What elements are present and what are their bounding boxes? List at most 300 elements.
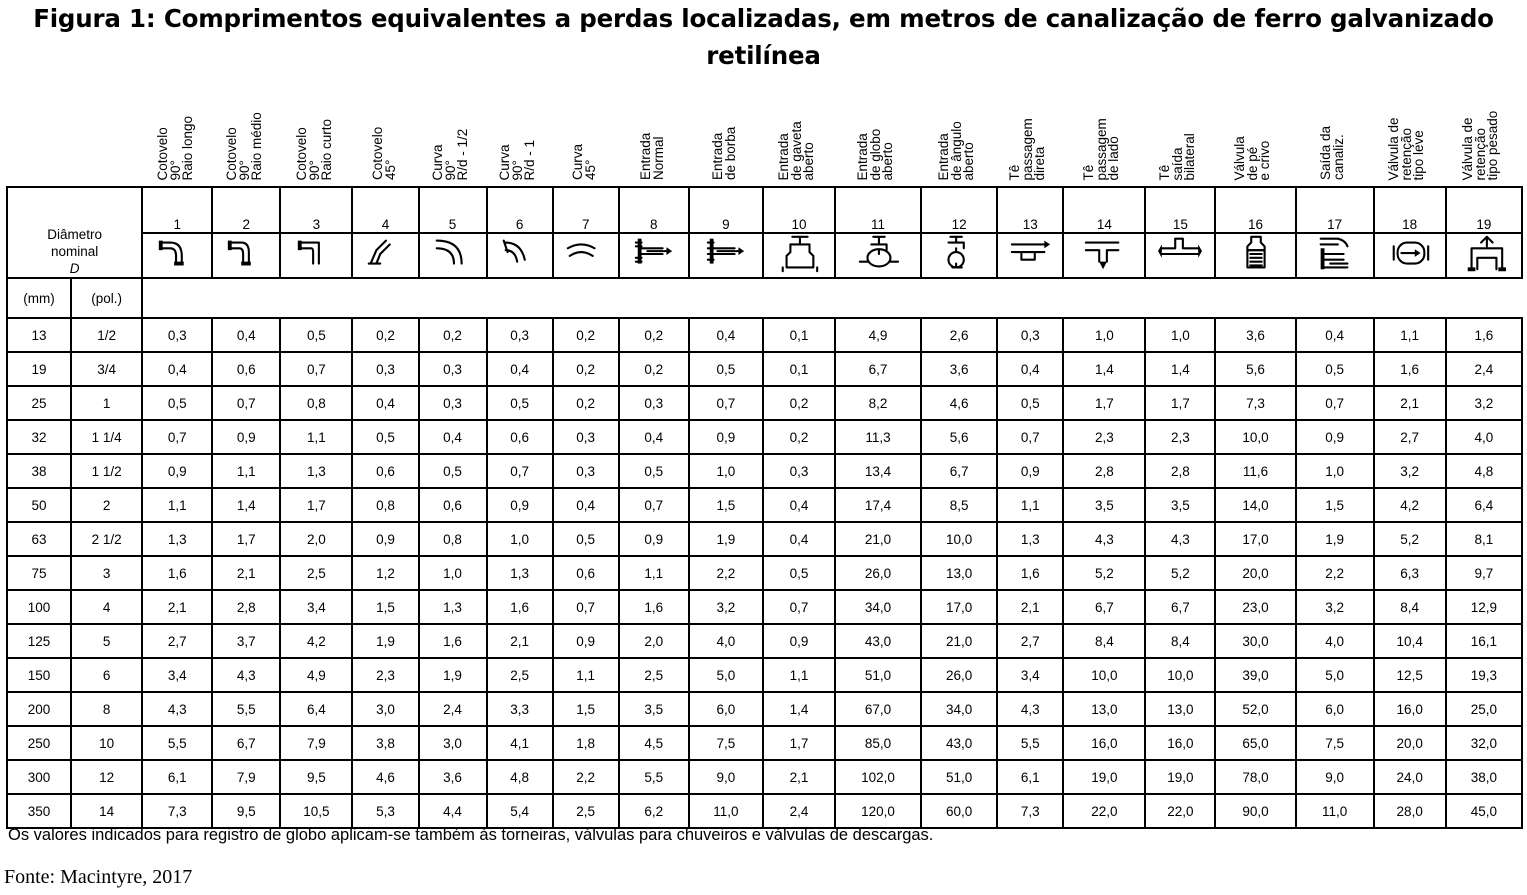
column-label-line: Raio curto — [319, 118, 335, 180]
column-label-11 — [833, 84, 919, 184]
value-cell: 11,0 — [1296, 794, 1374, 828]
value-cell: 1,6 — [619, 590, 689, 624]
value-cell: 5,3 — [352, 794, 418, 828]
value-cell: 1,4 — [212, 488, 280, 522]
column-label-line: Tê — [1157, 164, 1173, 180]
value-cell: 32,0 — [1446, 726, 1522, 760]
value-cell: 8,2 — [835, 386, 921, 420]
value-cell: 0,3 — [419, 386, 487, 420]
value-cell: 2,8 — [212, 590, 280, 624]
column-label-line: de globo — [867, 128, 883, 180]
value-cell: 0,9 — [1296, 420, 1374, 454]
value-cell: 0,9 — [997, 454, 1063, 488]
long-radius-elbow-icon — [155, 234, 199, 277]
value-cell: 13,0 — [1145, 692, 1215, 726]
value-cell: 9,5 — [212, 794, 280, 828]
value-cell: 1,1 — [280, 420, 352, 454]
value-cell: 2,5 — [280, 556, 352, 590]
column-label-line: Cotovelo — [369, 126, 385, 180]
value-cell: 1,4 — [763, 692, 835, 726]
value-cell: 5,6 — [1215, 352, 1295, 386]
value-cell: 0,7 — [487, 454, 553, 488]
column-label-12 — [919, 84, 995, 184]
value-cell: 51,0 — [921, 760, 997, 794]
value-cell: 120,0 — [835, 794, 921, 828]
diameter-pol-cell: 4 — [71, 590, 142, 624]
value-cell: 4,9 — [280, 658, 352, 692]
value-cell: 0,5 — [280, 318, 352, 352]
value-cell: 1,5 — [689, 488, 763, 522]
value-cell: 9,0 — [1296, 760, 1374, 794]
fitting-number-row — [7, 187, 1522, 233]
diameter-pol-cell: 12 — [71, 760, 142, 794]
value-cell: 8,5 — [921, 488, 997, 522]
value-cell: 38,0 — [1446, 760, 1522, 794]
column-label-line: tipo pesado — [1485, 110, 1501, 180]
table-row — [7, 352, 1522, 386]
fitting-number-7: 7 — [553, 187, 619, 233]
value-cell: 1,5 — [553, 692, 619, 726]
diameter-pol-cell: 10 — [71, 726, 142, 760]
value-cell: 0,4 — [352, 386, 418, 420]
value-cell: 45,0 — [1446, 794, 1522, 828]
value-cell: 2,7 — [142, 624, 212, 658]
value-cell: 0,2 — [763, 420, 835, 454]
column-label-line: retenção — [1398, 127, 1414, 180]
fitting-number-15: 15 — [1145, 187, 1215, 233]
value-cell: 6,7 — [921, 454, 997, 488]
value-cell: 0,9 — [619, 522, 689, 556]
value-cell: 3,5 — [1063, 488, 1145, 522]
column-label-line: aberto — [801, 141, 817, 180]
column-label-line: retenção — [1472, 127, 1488, 180]
value-cell: 1,6 — [1446, 318, 1522, 352]
value-cell: 2,8 — [1063, 454, 1145, 488]
value-cell: 0,5 — [142, 386, 212, 420]
value-cell: 0,4 — [142, 352, 212, 386]
value-cell: 4,3 — [212, 658, 280, 692]
value-cell: 0,4 — [689, 318, 763, 352]
column-label-line: 90° — [306, 159, 322, 180]
value-cell: 85,0 — [835, 726, 921, 760]
value-cell: 0,6 — [487, 420, 553, 454]
value-cell: 24,0 — [1374, 760, 1446, 794]
table-row — [7, 386, 1522, 420]
value-cell: 1,4 — [1063, 352, 1145, 386]
value-cell: 0,2 — [619, 352, 689, 386]
value-cell: 2,2 — [689, 556, 763, 590]
value-cell: 0,3 — [419, 352, 487, 386]
value-cell: 2,8 — [1145, 454, 1215, 488]
value-cell: 16,1 — [1446, 624, 1522, 658]
value-cell: 1,9 — [1296, 522, 1374, 556]
value-cell: 1,5 — [1296, 488, 1374, 522]
value-cell: 2,4 — [763, 794, 835, 828]
value-cell: 7,3 — [997, 794, 1063, 828]
value-cell: 0,2 — [763, 386, 835, 420]
value-cell: 0,9 — [763, 624, 835, 658]
value-cell: 3,2 — [1446, 386, 1522, 420]
value-cell: 22,0 — [1063, 794, 1145, 828]
value-cell: 2,1 — [997, 590, 1063, 624]
value-cell: 17,0 — [921, 590, 997, 624]
fitting-number-17: 17 — [1296, 187, 1374, 233]
value-cell: 0,4 — [487, 352, 553, 386]
value-cell: 0,9 — [212, 420, 280, 454]
fitting-number-2: 2 — [212, 187, 280, 233]
value-cell: 5,0 — [689, 658, 763, 692]
value-cell: 1,7 — [763, 726, 835, 760]
value-cell: 2,5 — [619, 658, 689, 692]
pipe-outlet-icon — [1313, 234, 1357, 277]
value-cell: 1,7 — [1145, 386, 1215, 420]
column-label-line: de pé — [1244, 146, 1260, 180]
value-cell: 5,5 — [212, 692, 280, 726]
value-cell: 5,5 — [142, 726, 212, 760]
value-cell: 3,0 — [352, 692, 418, 726]
value-cell: 1,1 — [619, 556, 689, 590]
value-cell: 4,6 — [352, 760, 418, 794]
value-cell: 21,0 — [921, 624, 997, 658]
value-cell: 0,3 — [553, 420, 619, 454]
value-cell: 2,7 — [997, 624, 1063, 658]
value-cell: 5,2 — [1374, 522, 1446, 556]
value-cell: 0,6 — [553, 556, 619, 590]
value-cell: 11,6 — [1215, 454, 1295, 488]
value-cell: 3,6 — [921, 352, 997, 386]
unit-mm: (mm) — [7, 278, 71, 318]
value-cell: 2,1 — [1374, 386, 1446, 420]
foot-valve-icon — [1234, 234, 1278, 277]
tee-straight-icon — [1008, 234, 1052, 277]
column-label-line: e crivo — [1257, 140, 1273, 180]
value-cell: 0,6 — [212, 352, 280, 386]
value-cell: 20,0 — [1215, 556, 1295, 590]
value-cell: 3,6 — [419, 760, 487, 794]
value-cell: 0,7 — [997, 420, 1063, 454]
diameter-pol-cell: 5 — [71, 624, 142, 658]
value-cell: 5,5 — [997, 726, 1063, 760]
fitting-icon-cell — [419, 233, 487, 278]
fitting-icon-cell — [689, 233, 763, 278]
fitting-icon-cell — [280, 233, 352, 278]
value-cell: 13,0 — [1063, 692, 1145, 726]
column-label-line: 90° — [442, 159, 458, 180]
column-label-line: Entrada — [709, 132, 725, 180]
value-cell: 34,0 — [921, 692, 997, 726]
value-cell: 12,5 — [1374, 658, 1446, 692]
value-cell: 0,6 — [352, 454, 418, 488]
fitting-number-12: 12 — [921, 187, 997, 233]
value-cell: 4,0 — [1446, 420, 1522, 454]
value-cell: 5,6 — [921, 420, 997, 454]
value-cell: 43,0 — [835, 624, 921, 658]
value-cell: 1,1 — [763, 658, 835, 692]
value-cell: 10,0 — [1063, 658, 1145, 692]
fitting-icon-cell — [1215, 233, 1295, 278]
fitting-number-3: 3 — [280, 187, 352, 233]
diameter-mm-cell: 150 — [7, 658, 71, 692]
column-label-line: Saída da — [1317, 125, 1333, 180]
value-cell: 1,3 — [997, 522, 1063, 556]
fitting-icon-cell — [997, 233, 1063, 278]
fitting-number-8: 8 — [619, 187, 689, 233]
value-cell: 1,0 — [689, 454, 763, 488]
value-cell: 0,2 — [419, 318, 487, 352]
column-label-line: Válvula — [1232, 135, 1248, 180]
normal-inlet-icon — [632, 234, 676, 277]
figure-title — [0, 0, 1527, 74]
value-cell: 10,0 — [921, 522, 997, 556]
value-cell: 4,2 — [280, 624, 352, 658]
value-cell: 1,9 — [419, 658, 487, 692]
fitting-number-9: 9 — [689, 187, 763, 233]
value-cell: 28,0 — [1374, 794, 1446, 828]
column-label-19 — [1443, 84, 1519, 184]
value-cell: 0,5 — [689, 352, 763, 386]
value-cell: 7,9 — [212, 760, 280, 794]
value-cell: 0,9 — [553, 624, 619, 658]
value-cell: 102,0 — [835, 760, 921, 794]
value-cell: 11,0 — [689, 794, 763, 828]
value-cell: 2,5 — [487, 658, 553, 692]
diameter-pol-cell: 3/4 — [71, 352, 142, 386]
diameter-mm-cell: 50 — [7, 488, 71, 522]
value-cell: 3,5 — [1145, 488, 1215, 522]
table-row — [7, 318, 1522, 352]
column-label-line: passagem — [1093, 117, 1109, 180]
column-label-line: direta — [1032, 146, 1048, 180]
value-cell: 3,0 — [419, 726, 487, 760]
fitting-number-4: 4 — [352, 187, 418, 233]
value-cell: 7,5 — [689, 726, 763, 760]
value-cell: 1,6 — [1374, 352, 1446, 386]
value-cell: 12,9 — [1446, 590, 1522, 624]
value-cell: 17,0 — [1215, 522, 1295, 556]
diameter-header — [7, 187, 142, 278]
value-cell: 1,3 — [487, 556, 553, 590]
column-label-line: aberto — [961, 141, 977, 180]
value-cell: 6,3 — [1374, 556, 1446, 590]
column-label-line: Válvula de — [1386, 116, 1402, 180]
value-cell: 2,1 — [142, 590, 212, 624]
column-label-line: passagem — [1019, 117, 1035, 180]
diameter-mm-cell: 75 — [7, 556, 71, 590]
value-cell: 1,0 — [419, 556, 487, 590]
table-row — [7, 590, 1522, 624]
bend-90-one-icon — [498, 234, 542, 277]
value-cell: 7,3 — [1215, 386, 1295, 420]
value-cell: 0,9 — [142, 454, 212, 488]
value-cell: 0,4 — [553, 488, 619, 522]
value-cell: 2,1 — [763, 760, 835, 794]
short-radius-elbow-icon — [294, 234, 338, 277]
value-cell: 1,9 — [352, 624, 418, 658]
value-cell: 14,0 — [1215, 488, 1295, 522]
column-label-line: canaliz. — [1330, 134, 1345, 180]
diameter-mm-cell: 38 — [7, 454, 71, 488]
value-cell: 6,7 — [1063, 590, 1145, 624]
value-cell: 0,7 — [212, 386, 280, 420]
value-cell: 3,4 — [142, 658, 212, 692]
value-cell: 2,4 — [1446, 352, 1522, 386]
elbow-45-icon — [363, 234, 407, 277]
value-cell: 10,0 — [1145, 658, 1215, 692]
diameter-label-1: Diâmetro — [47, 227, 102, 242]
diameter-mm-cell: 13 — [7, 318, 71, 352]
table-row — [7, 454, 1522, 488]
value-cell: 4,6 — [921, 386, 997, 420]
diameter-pol-cell: 1/2 — [71, 318, 142, 352]
column-label-line: Válvula de — [1460, 116, 1476, 180]
value-cell: 2,7 — [1374, 420, 1446, 454]
table-row — [7, 692, 1522, 726]
value-cell: 1,1 — [142, 488, 212, 522]
tee-bilateral-icon — [1158, 234, 1202, 277]
value-cell: 5,2 — [1063, 556, 1145, 590]
table-row — [7, 556, 1522, 590]
value-cell: 6,4 — [280, 692, 352, 726]
value-cell: 2,3 — [352, 658, 418, 692]
column-label-2 — [211, 84, 279, 184]
fitting-icon-cell — [1446, 233, 1522, 278]
value-cell: 8,4 — [1145, 624, 1215, 658]
value-cell: 0,5 — [997, 386, 1063, 420]
value-cell: 0,8 — [280, 386, 352, 420]
fitting-number-10: 10 — [763, 187, 835, 233]
value-cell: 13,0 — [921, 556, 997, 590]
column-label-line: Curva — [430, 143, 446, 180]
value-cell: 5,5 — [619, 760, 689, 794]
value-cell: 2,6 — [921, 318, 997, 352]
value-cell: 19,3 — [1446, 658, 1522, 692]
value-cell: 6,1 — [142, 760, 212, 794]
column-label-line: tipo leve — [1411, 129, 1427, 180]
value-cell: 2,1 — [487, 624, 553, 658]
value-cell: 2,0 — [619, 624, 689, 658]
check-valve-heavy-icon — [1462, 234, 1506, 277]
value-cell: 6,0 — [1296, 692, 1374, 726]
column-label-line: Raio médio — [249, 111, 265, 180]
value-cell: 3,3 — [487, 692, 553, 726]
value-cell: 6,7 — [1145, 590, 1215, 624]
column-label-line: Cotovelo — [224, 126, 240, 180]
value-cell: 7,5 — [1296, 726, 1374, 760]
value-cell: 1,0 — [1145, 318, 1215, 352]
column-label-line: saída — [1169, 146, 1185, 180]
value-cell: 0,1 — [763, 318, 835, 352]
column-label-line: R/d - 1/2 — [455, 128, 471, 180]
table-row — [7, 522, 1522, 556]
value-cell: 5,0 — [1296, 658, 1374, 692]
column-label-7 — [551, 84, 617, 184]
value-cell: 1,3 — [419, 590, 487, 624]
value-cell: 16,0 — [1063, 726, 1145, 760]
value-cell: 6,0 — [689, 692, 763, 726]
column-label-line: de gaveta — [788, 120, 804, 180]
diameter-mm-cell: 100 — [7, 590, 71, 624]
value-cell: 1,0 — [1063, 318, 1145, 352]
value-cell: 0,4 — [212, 318, 280, 352]
value-cell: 3,5 — [619, 692, 689, 726]
value-cell: 0,2 — [553, 386, 619, 420]
fitting-icon-cell — [487, 233, 553, 278]
value-cell: 1,6 — [487, 590, 553, 624]
fitting-icon-cell — [212, 233, 280, 278]
diameter-mm-cell: 32 — [7, 420, 71, 454]
table-row — [7, 658, 1522, 692]
column-label-13 — [995, 84, 1061, 184]
value-cell: 1,5 — [352, 590, 418, 624]
value-cell: 0,2 — [553, 318, 619, 352]
column-label-line: 45° — [582, 159, 597, 180]
table-row — [7, 420, 1522, 454]
value-cell: 67,0 — [835, 692, 921, 726]
value-cell: 2,5 — [553, 794, 619, 828]
column-label-line: Tê — [1081, 164, 1097, 180]
value-cell: 0,3 — [997, 318, 1063, 352]
value-cell: 2,4 — [419, 692, 487, 726]
value-cell: 0,7 — [142, 420, 212, 454]
value-cell: 3,4 — [997, 658, 1063, 692]
fitting-number-11: 11 — [835, 187, 921, 233]
value-cell: 0,5 — [1296, 352, 1374, 386]
column-label-line: Entrada — [637, 132, 653, 180]
value-cell: 22,0 — [1145, 794, 1215, 828]
column-label-18 — [1371, 84, 1443, 184]
value-cell: 16,0 — [1145, 726, 1215, 760]
diameter-symbol: D — [69, 261, 80, 276]
column-label-9 — [687, 84, 761, 184]
diameter-mm-cell: 250 — [7, 726, 71, 760]
table-row — [7, 760, 1522, 794]
bend-90-half-icon — [431, 234, 475, 277]
fitting-number-1: 1 — [142, 187, 212, 233]
value-cell: 0,2 — [553, 352, 619, 386]
value-cell: 0,4 — [997, 352, 1063, 386]
fitting-icon-cell — [352, 233, 418, 278]
value-cell: 4,2 — [1374, 488, 1446, 522]
value-cell: 6,4 — [1446, 488, 1522, 522]
column-label-14 — [1061, 84, 1143, 184]
diameter-mm-cell: 63 — [7, 522, 71, 556]
value-cell: 1,6 — [997, 556, 1063, 590]
value-cell: 0,2 — [619, 318, 689, 352]
value-cell: 1,6 — [142, 556, 212, 590]
value-cell: 0,4 — [763, 522, 835, 556]
value-cell: 0,7 — [553, 590, 619, 624]
value-cell: 0,3 — [553, 454, 619, 488]
value-cell: 0,4 — [1296, 318, 1374, 352]
column-label-line: Tê — [1007, 164, 1023, 180]
unit-row — [7, 278, 1522, 318]
value-cell: 1,7 — [1063, 386, 1145, 420]
value-cell: 25,0 — [1446, 692, 1522, 726]
value-cell: 1,2 — [352, 556, 418, 590]
value-cell: 4,3 — [1063, 522, 1145, 556]
value-cell: 0,5 — [487, 386, 553, 420]
column-label-line: Raio longo — [180, 115, 196, 180]
value-cell: 4,8 — [487, 760, 553, 794]
fitting-icon-cell — [835, 233, 921, 278]
fitting-icon-cell — [1145, 233, 1215, 278]
column-label-line: R/d - 1 — [522, 139, 538, 180]
column-label-line: Cotovelo — [155, 126, 171, 180]
value-cell: 6,2 — [619, 794, 689, 828]
value-cell: 0,8 — [352, 488, 418, 522]
value-cell: 1,0 — [487, 522, 553, 556]
check-valve-light-icon — [1388, 234, 1432, 277]
